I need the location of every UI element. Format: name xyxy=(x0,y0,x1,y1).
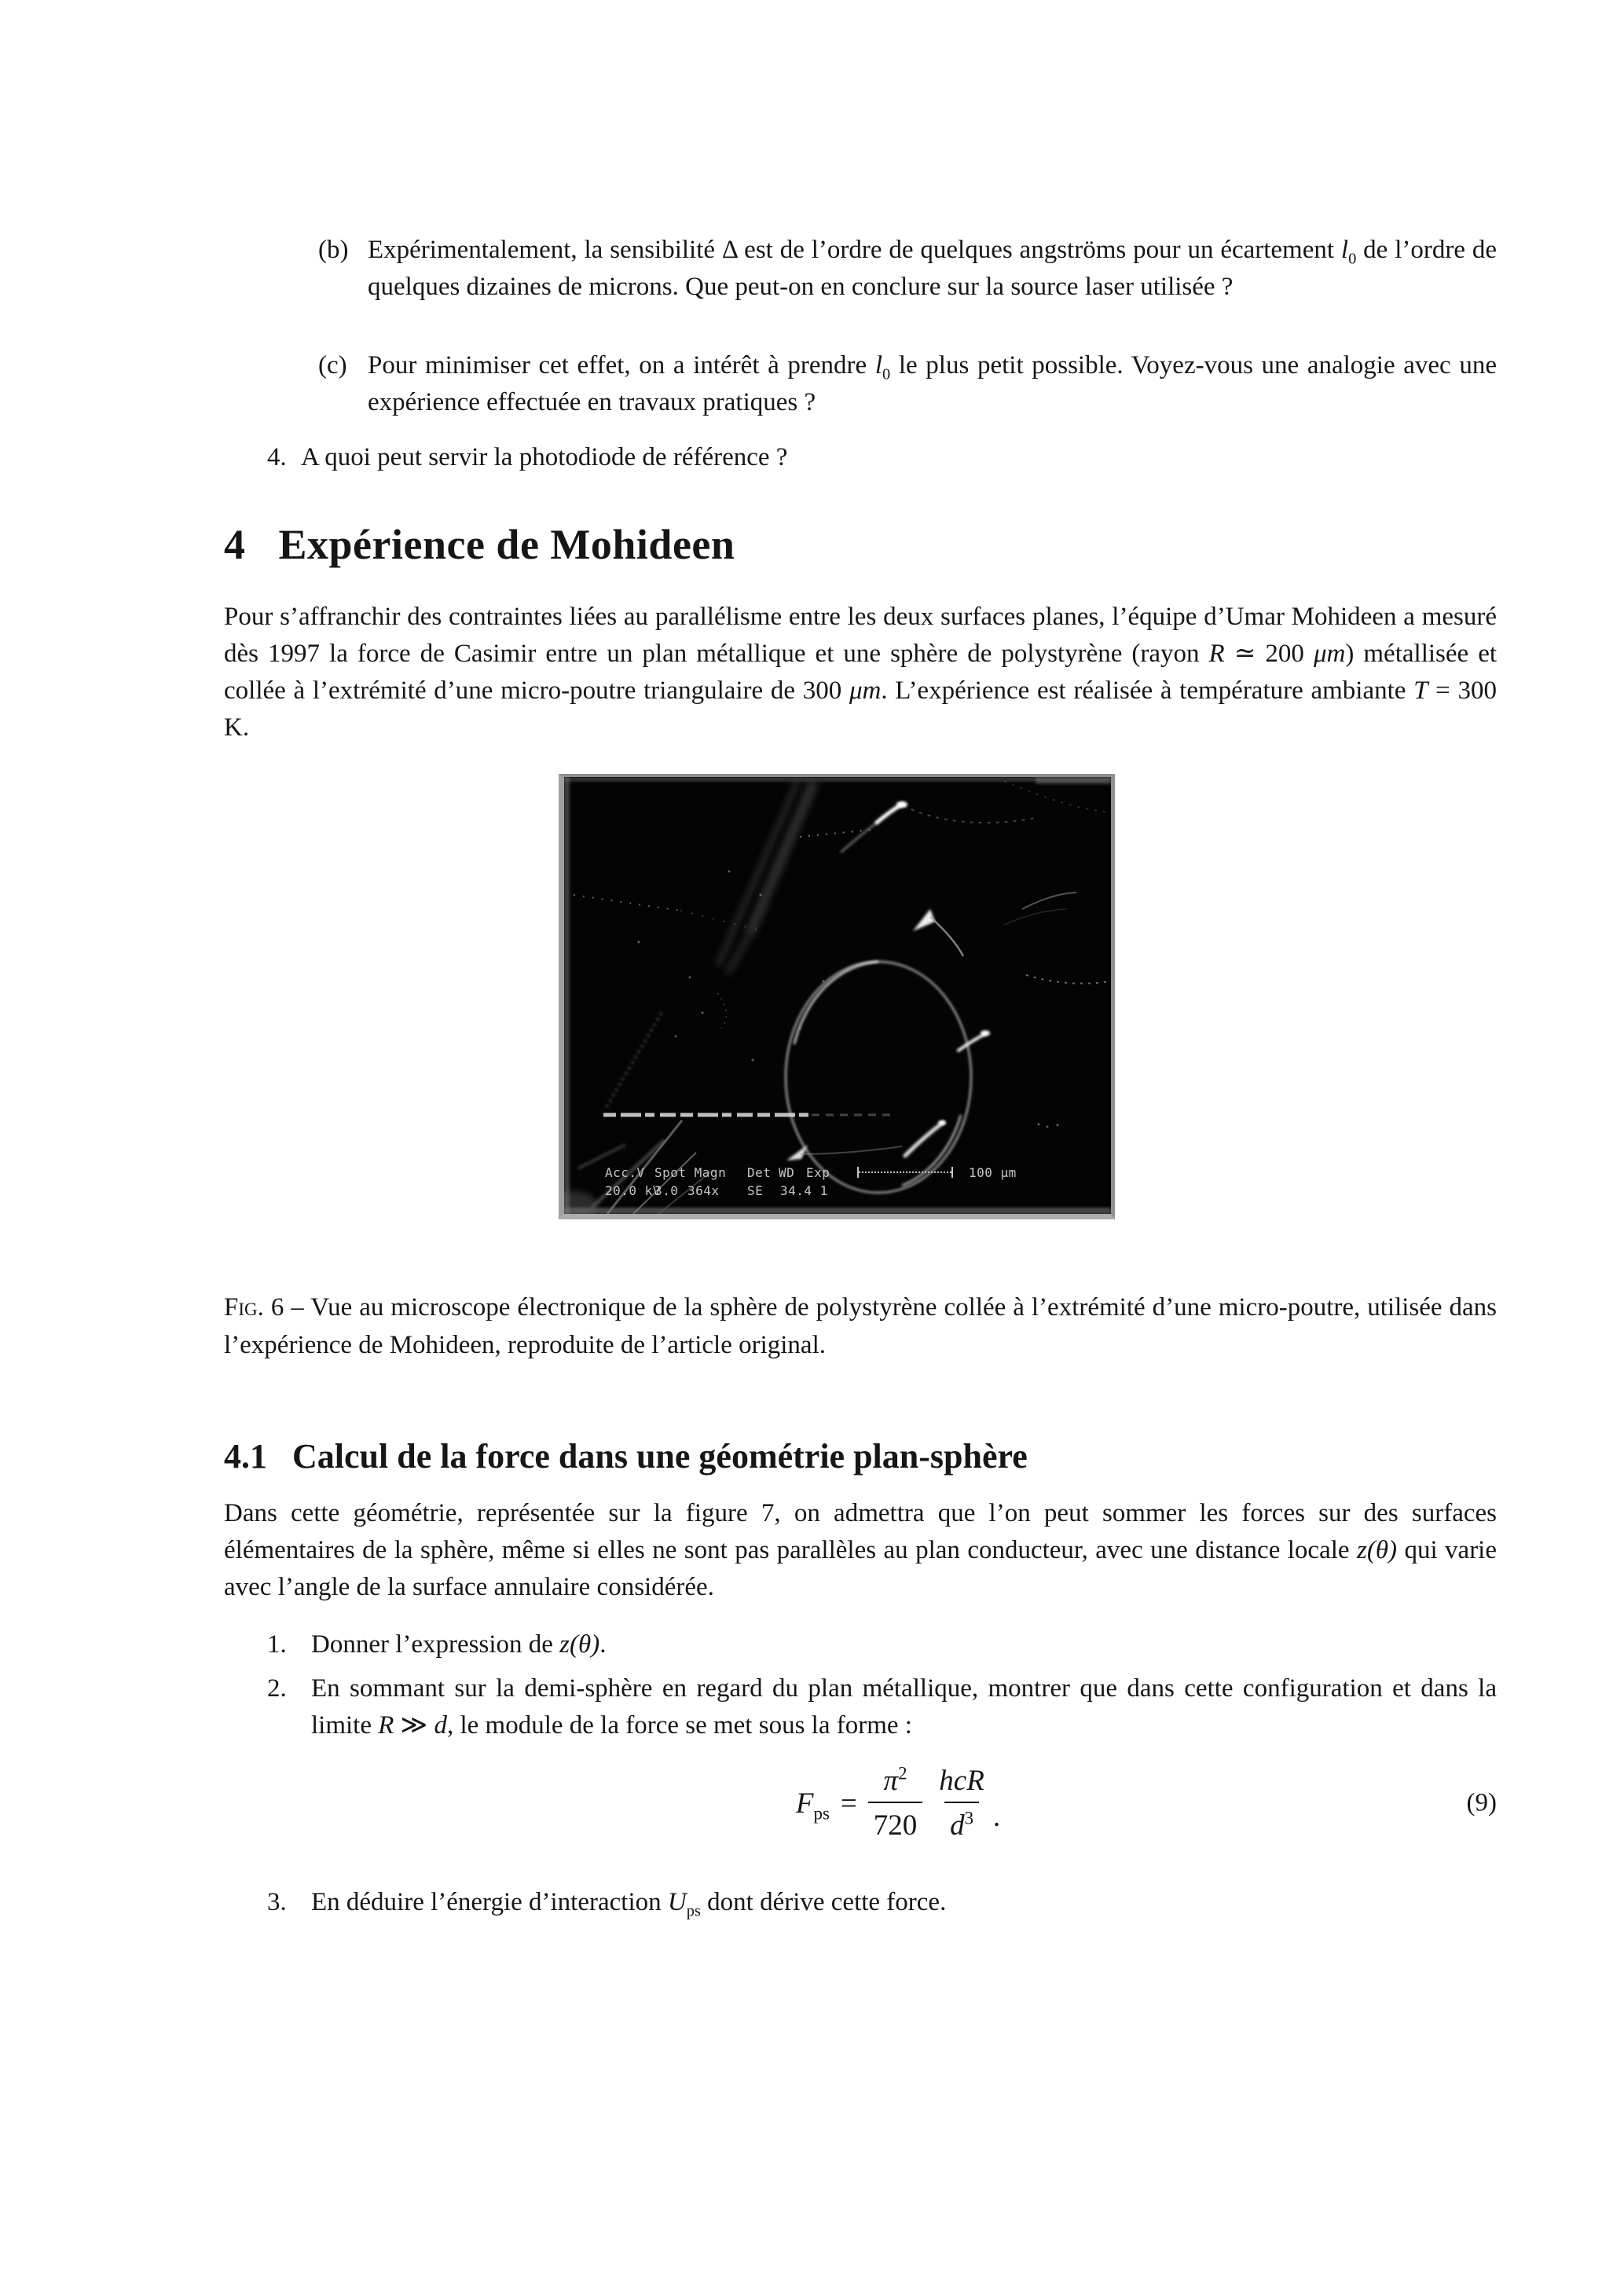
arrow-lower-tail xyxy=(800,1146,902,1154)
fraction-hcr-d3 xyxy=(933,1764,990,1842)
text-segment: est de l’ordre de quelques angströms pour un écartement xyxy=(737,236,1341,264)
fraction-numerator xyxy=(878,1764,913,1802)
speckle-band xyxy=(607,1013,662,1107)
sem-scale-label: 100 μm xyxy=(969,1165,1017,1180)
equation-tag: (9) xyxy=(1466,1788,1497,1817)
comet-right-head xyxy=(981,1031,990,1036)
item-3-text xyxy=(311,1884,1497,1921)
scan-edge-left xyxy=(564,777,570,1214)
item-c-text xyxy=(368,347,1497,421)
math-F-subscript: ps xyxy=(813,1802,830,1823)
section-4-paragraph xyxy=(224,599,1497,746)
caption-text: Vue au microscope électronique de la sphère de polystyrène collée à l’extrémité d’une micro-poutre, utilisée dans l’expérience de Mohideen, reproduite de l’article original. xyxy=(224,1293,1498,1359)
sem-image xyxy=(564,777,1111,1214)
item-marker-4: 4. xyxy=(267,443,287,471)
fraction-denominator xyxy=(944,1802,979,1842)
text-segment: Pour minimiser cet effet, on a intérêt à prendre xyxy=(368,351,875,379)
sem-bar-wd-value: 34.4 1 xyxy=(780,1183,828,1198)
item-marker-2: 2. xyxy=(267,1674,287,1703)
arrow-blob-lower xyxy=(786,1145,808,1160)
figure-number: 6 – xyxy=(263,1293,311,1322)
question-item-b xyxy=(318,232,1497,306)
subsection-title: Calcul de la force dans une géométrie plan-sphère xyxy=(292,1437,1028,1476)
right-curve-2 xyxy=(1004,909,1067,925)
text-segment: = 300 K. xyxy=(224,676,1497,742)
sem-scale-bar xyxy=(857,1167,953,1178)
arrow-blob-upper xyxy=(913,909,935,931)
math-R: R xyxy=(1208,640,1225,668)
sem-bar-accv-label: Acc.V xyxy=(605,1165,645,1180)
sem-micrograph xyxy=(559,774,1115,1219)
text-segment: A quoi peut servir la photodiode de référence ? xyxy=(301,443,788,471)
sem-bar-det-label: Det xyxy=(747,1165,772,1180)
comet-top-head xyxy=(896,801,907,808)
figure-caption xyxy=(224,1289,1497,1364)
text-segment: ≃ 200 xyxy=(1224,640,1314,668)
item-marker-c: (c) xyxy=(318,351,347,379)
math-delta: Δ xyxy=(721,236,738,264)
scan-edge-bottom xyxy=(564,1208,1111,1214)
text-segment: , le module de la force se met sous la forme : xyxy=(446,1711,912,1740)
sem-bar-spotmagn-label: Spot Magn xyxy=(654,1165,727,1180)
section-41-heading xyxy=(224,1436,1028,1476)
math-much-greater: ≫ xyxy=(394,1711,434,1740)
item-2-text xyxy=(311,1670,1497,1744)
streak-lower xyxy=(905,1123,943,1156)
section-title: Expérience de Mohideen xyxy=(278,521,735,568)
math-pi-exponent: 2 xyxy=(898,1763,907,1784)
scale-bar-line xyxy=(859,1171,951,1173)
comet-top xyxy=(877,805,902,823)
math-pi: π xyxy=(883,1765,899,1797)
item-marker-1: 1. xyxy=(267,1630,287,1659)
question-item-c xyxy=(318,347,1497,421)
text-segment: le plus petit possible. Voyez-vous une analogie avec une expérience effectuée en travaux pratiques ? xyxy=(368,351,1497,416)
math-F: F xyxy=(795,1787,814,1820)
sem-bar-wd-label: WD xyxy=(779,1165,795,1180)
text-segment: Donner l’expression de xyxy=(311,1630,560,1659)
fraction-denominator: 720 xyxy=(868,1802,923,1842)
figure-label: Fig. xyxy=(224,1293,264,1322)
math-R: R xyxy=(378,1711,394,1740)
sphere-outline xyxy=(786,962,971,1193)
text-segment: En sommant sur la demi-sphère en regard du plan métallique, montrer que dans cette configuration et dans la limite xyxy=(311,1674,1497,1740)
sem-bar-exp-label: Exp xyxy=(806,1165,830,1180)
comet-right xyxy=(959,1034,985,1050)
item-marker-b: (b) xyxy=(318,236,349,264)
math-U: U xyxy=(667,1888,687,1916)
streak-lower-head xyxy=(938,1120,946,1125)
math-d: d xyxy=(434,1711,447,1740)
dotted-arc-top-right xyxy=(904,805,1036,823)
sem-bar-magn-value: 364x xyxy=(687,1183,720,1198)
dotted-arc-right xyxy=(1026,975,1110,984)
math-d: d xyxy=(950,1809,965,1842)
math-micrometer: μm xyxy=(1313,640,1346,668)
list-item-2 xyxy=(267,1670,1497,1744)
equation-9 xyxy=(224,1762,1497,1845)
text-segment: de l’ordre de quelques dizaines de microns. Que peut-on en conclure sur la source laser utilisée ? xyxy=(368,236,1497,301)
text-segment: Pour s’affranchir des contraintes liées au parallélisme entre les deux surfaces planes, l’équipe d’Umar Mohideen a mesuré dès 1997 la force de Casimir entre un plan métallique et une sphère de polystyrène (rayon xyxy=(224,603,1497,668)
list-item-3 xyxy=(267,1884,1497,1921)
math-micrometer: μm xyxy=(849,676,882,705)
equation-period: . xyxy=(992,1801,1001,1833)
text-segment: . xyxy=(599,1630,607,1659)
item-4-text xyxy=(301,439,1497,476)
subsection-number: 4.1 xyxy=(224,1437,267,1476)
text-segment: . L’expérience est réalisée à température ambiante xyxy=(881,676,1414,705)
text-segment: Dans cette géométrie, représentée sur la figure 7, on admettra que l’on peut sommer les forces sur des surfaces élémentaires de la sphère, même si elles ne sont pas parallèles au plan conducteur, avec une distance locale xyxy=(224,1499,1497,1564)
faint-arc-corner xyxy=(1004,781,1110,812)
scan-noise-corner xyxy=(564,1191,597,1214)
math-z-theta: z(θ) xyxy=(1356,1536,1398,1564)
math-T: T xyxy=(1413,676,1428,705)
equation-body xyxy=(299,1762,1497,1845)
section-41-paragraph xyxy=(224,1495,1497,1606)
right-curve-1 xyxy=(1022,893,1076,909)
question-item-4 xyxy=(267,439,1497,476)
section-number: 4 xyxy=(224,521,246,568)
section-4-heading xyxy=(224,520,735,569)
sem-bar-accv-value: 20.0 kV xyxy=(605,1183,661,1198)
item-b-text xyxy=(368,232,1497,306)
text-segment: ) métallisée et collée à l’extrémité d’une micro-poutre triangulaire de 300 xyxy=(224,640,1498,705)
dotted-line-left xyxy=(574,895,680,911)
item-marker-3: 3. xyxy=(267,1888,287,1916)
text-segment: En déduire l’énergie d’interaction xyxy=(311,1888,668,1916)
speckle-blob xyxy=(717,993,726,1028)
scan-edge-top xyxy=(564,777,1111,782)
noise-speckles xyxy=(638,871,1059,1128)
math-d-exponent: 3 xyxy=(964,1808,974,1828)
math-z-theta: z(θ) xyxy=(559,1630,600,1659)
equation-lhs xyxy=(795,1787,830,1823)
arrow-blob-upper-tail xyxy=(930,917,963,956)
math-hcR: hcR xyxy=(939,1765,984,1797)
math-U-subscript: ps xyxy=(686,1902,701,1920)
comet-top-tail xyxy=(841,823,877,852)
equals-sign: = xyxy=(840,1787,857,1820)
item-1-text xyxy=(311,1626,1497,1663)
cantilever-band-2 xyxy=(718,780,798,966)
scan-noise-top-right xyxy=(1036,777,1111,784)
sem-bar-spot-value: 3.0 xyxy=(654,1183,679,1198)
text-segment: dont dérive cette force. xyxy=(700,1888,947,1916)
math-l0-subscript: 0 xyxy=(1348,250,1357,268)
math-l0: l xyxy=(874,351,882,379)
math-l0-subscript: 0 xyxy=(882,365,891,383)
math-l0: l xyxy=(1340,236,1349,264)
list-item-1 xyxy=(267,1626,1497,1663)
fraction-pi2-720 xyxy=(868,1764,923,1842)
cantilever-band xyxy=(750,782,814,934)
text-segment: qui varie avec l’angle de la surface annulaire considérée. xyxy=(224,1536,1497,1601)
text-segment: Expérimentalement, la sensibilité xyxy=(368,236,722,264)
sem-bar-det-value: SE xyxy=(747,1183,764,1198)
